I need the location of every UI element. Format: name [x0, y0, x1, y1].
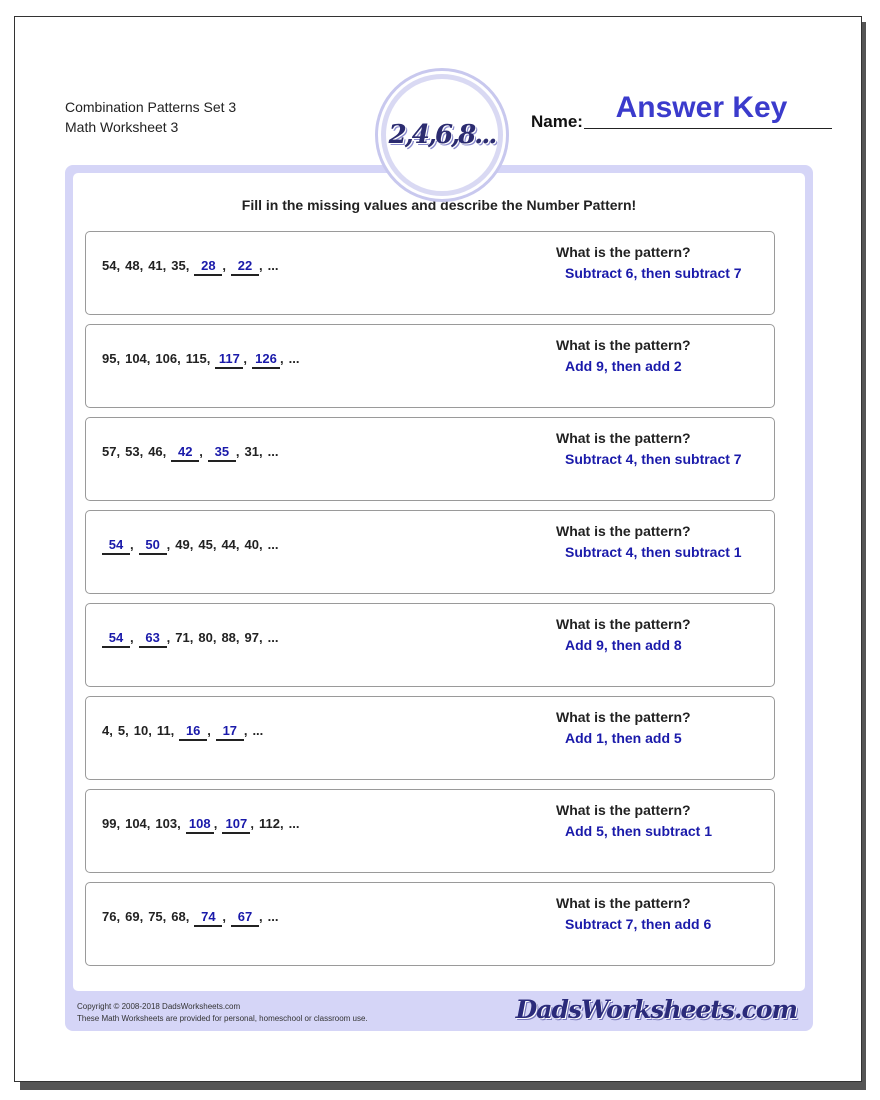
dadsworksheets-logo: DadsWorksheets.com — [515, 995, 797, 1024]
comma-separator: , — [213, 816, 218, 831]
instructions: Fill in the missing values and describe the Number Pattern! — [241, 197, 637, 213]
comma-separator: , — [116, 816, 121, 831]
answer-blank: 107 — [222, 816, 250, 834]
comma-separator: , — [125, 723, 129, 738]
comma-separator: , — [189, 630, 194, 645]
comma-separator: , — [146, 816, 151, 831]
number-sequence — [102, 909, 278, 927]
sequence-term: 95 — [102, 351, 117, 366]
number-sequence — [102, 630, 278, 648]
pattern-answer: Subtract 6, then subtract 7 — [565, 265, 742, 281]
comma-separator: , — [166, 537, 171, 552]
answer-blank: 42 — [171, 444, 199, 462]
comma-separator: , — [235, 444, 240, 459]
pattern-question: What is the pattern? — [556, 337, 691, 353]
usage-notice: These Math Worksheets are provided for personal, homeschool or classroom use. — [77, 1014, 368, 1023]
pattern-question: What is the pattern? — [556, 709, 691, 725]
sequence-term: 104 — [125, 351, 147, 366]
number-sequence — [102, 723, 263, 741]
comma-separator: , — [109, 723, 113, 738]
pattern-question: What is the pattern? — [556, 523, 691, 539]
sequence-term: 45 — [198, 537, 213, 552]
sequence-term: 57 — [102, 444, 117, 459]
sequence-term: 88 — [221, 630, 236, 645]
worksheet-content — [73, 173, 805, 991]
sequence-term: 41 — [148, 258, 163, 273]
number-pattern-logo — [381, 74, 503, 196]
answer-blank: 63 — [139, 630, 167, 648]
problem-box — [85, 231, 775, 315]
ellipsis: ... — [267, 909, 279, 924]
sequence-term: 54 — [102, 258, 117, 273]
comma-separator: , — [259, 630, 263, 645]
comma-separator: , — [130, 537, 134, 552]
worksheet-title — [65, 97, 236, 137]
comma-separator: , — [139, 258, 144, 273]
answer-blank: 35 — [208, 444, 236, 462]
comma-separator: , — [116, 909, 121, 924]
comma-separator: , — [259, 909, 263, 924]
comma-separator: , — [259, 537, 263, 552]
sequence-term: 49 — [175, 537, 190, 552]
comma-separator: , — [206, 351, 211, 366]
answer-blank: 22 — [231, 258, 259, 276]
problem-box — [85, 324, 775, 408]
pattern-answer: Add 9, then add 2 — [565, 358, 682, 374]
sequence-term: 106 — [155, 351, 178, 366]
comma-separator: , — [212, 630, 217, 645]
sequence-term: 5 — [117, 723, 126, 738]
logo-text: 2,4,6,8... — [388, 120, 496, 150]
comma-separator: , — [162, 444, 167, 459]
answer-blank: 50 — [139, 537, 167, 555]
comma-separator: , — [279, 816, 284, 831]
problem-box — [85, 696, 775, 780]
ellipsis: ... — [252, 723, 264, 738]
footer-text — [77, 1001, 368, 1025]
comma-separator: , — [199, 444, 203, 459]
comma-separator: , — [170, 723, 175, 738]
comma-separator: , — [116, 351, 121, 366]
pattern-question: What is the pattern? — [556, 895, 691, 911]
sequence-term: 80 — [198, 630, 213, 645]
comma-separator: , — [116, 444, 121, 459]
problem-box — [85, 789, 775, 873]
comma-separator: , — [243, 723, 248, 738]
number-sequence — [102, 351, 299, 369]
comma-separator: , — [185, 258, 190, 273]
comma-separator: , — [166, 630, 171, 645]
comma-separator: , — [139, 909, 144, 924]
comma-separator: , — [139, 444, 144, 459]
number-sequence — [102, 258, 278, 276]
pattern-answer: Subtract 4, then subtract 1 — [565, 544, 742, 560]
pattern-answer: Add 1, then add 5 — [565, 730, 682, 746]
comma-separator: , — [259, 258, 263, 273]
comma-separator: , — [250, 816, 254, 831]
comma-separator: , — [146, 351, 151, 366]
sequence-term: 10 — [133, 723, 149, 738]
comma-separator: , — [235, 630, 240, 645]
comma-separator: , — [116, 258, 121, 273]
comma-separator: , — [177, 351, 181, 366]
sequence-term: 76 — [102, 909, 117, 924]
sequence-term: 69 — [125, 909, 140, 924]
comma-separator: , — [222, 909, 226, 924]
sequence-term: 68 — [171, 909, 186, 924]
sequence-term: 44 — [221, 537, 236, 552]
number-sequence — [102, 816, 299, 834]
comma-separator: , — [222, 258, 226, 273]
comma-separator: , — [148, 723, 152, 738]
answer-blank: 108 — [186, 816, 214, 834]
sequence-term: 4 — [102, 723, 110, 738]
sequence-term: 104 — [125, 816, 147, 831]
sequence-term: 40 — [244, 537, 259, 552]
pattern-question: What is the pattern? — [556, 802, 691, 818]
worksheet-frame — [65, 165, 813, 1031]
sequence-term: 53 — [125, 444, 140, 459]
name-line — [584, 128, 832, 129]
problem-box — [85, 510, 775, 594]
answer-blank: 74 — [194, 909, 222, 927]
comma-separator: , — [243, 351, 247, 366]
pattern-question: What is the pattern? — [556, 616, 691, 632]
comma-separator: , — [162, 258, 167, 273]
answer-blank: 117 — [215, 351, 243, 369]
problem-box — [85, 417, 775, 501]
worksheet-title-line1: Combination Patterns Set 3 — [65, 99, 237, 115]
sequence-term: 112 — [259, 816, 280, 831]
number-sequence — [102, 537, 278, 555]
comma-separator: , — [185, 909, 190, 924]
ellipsis: ... — [267, 630, 279, 645]
sequence-term: 75 — [148, 909, 163, 924]
comma-separator: , — [212, 537, 217, 552]
comma-separator: , — [207, 723, 211, 738]
ellipsis: ... — [267, 444, 279, 459]
answer-blank: 126 — [252, 351, 280, 369]
comma-separator: , — [259, 444, 263, 459]
ellipsis: ... — [267, 258, 279, 273]
pattern-answer: Add 9, then add 8 — [565, 637, 682, 653]
comma-separator: , — [130, 630, 134, 645]
copyright-text: Copyright © 2008-2018 DadsWorksheets.com — [77, 1002, 241, 1011]
answer-blank: 28 — [194, 258, 222, 276]
answer-blank: 54 — [102, 537, 130, 555]
sequence-term: 99 — [102, 816, 117, 831]
sequence-term: 31 — [244, 444, 259, 459]
ellipsis: ... — [288, 351, 300, 366]
sequence-term: 46 — [148, 444, 163, 459]
problem-box — [85, 603, 775, 687]
worksheet-page — [14, 16, 862, 1082]
answer-blank: 54 — [102, 630, 130, 648]
comma-separator: , — [162, 909, 167, 924]
comma-separator: , — [279, 351, 284, 366]
comma-separator: , — [177, 816, 181, 831]
sequence-term: 103 — [155, 816, 178, 831]
number-sequence — [102, 444, 278, 462]
sequence-term: 11 — [156, 723, 171, 738]
problem-box — [85, 882, 775, 966]
sequence-term: 35 — [171, 258, 186, 273]
pattern-question: What is the pattern? — [556, 244, 691, 260]
ellipsis: ... — [288, 816, 300, 831]
sequence-term: 115 — [185, 351, 207, 366]
pattern-question: What is the pattern? — [556, 430, 691, 446]
answer-blank: 67 — [231, 909, 259, 927]
answer-key-title: Answer Key — [615, 91, 788, 124]
answer-blank: 16 — [179, 723, 207, 741]
ellipsis: ... — [267, 537, 279, 552]
pattern-answer: Subtract 4, then subtract 7 — [565, 451, 742, 467]
name-label: Name: — [531, 112, 583, 131]
sequence-term: 97 — [244, 630, 259, 645]
sequence-term: 71 — [175, 630, 190, 645]
pattern-answer: Add 5, then subtract 1 — [565, 823, 713, 839]
comma-separator: , — [235, 537, 240, 552]
answer-blank: 17 — [216, 723, 244, 741]
sequence-term: 48 — [125, 258, 140, 273]
worksheet-title-line2: Math Worksheet 3 — [65, 119, 179, 135]
comma-separator: , — [189, 537, 194, 552]
pattern-answer: Subtract 7, then add 6 — [565, 916, 712, 932]
